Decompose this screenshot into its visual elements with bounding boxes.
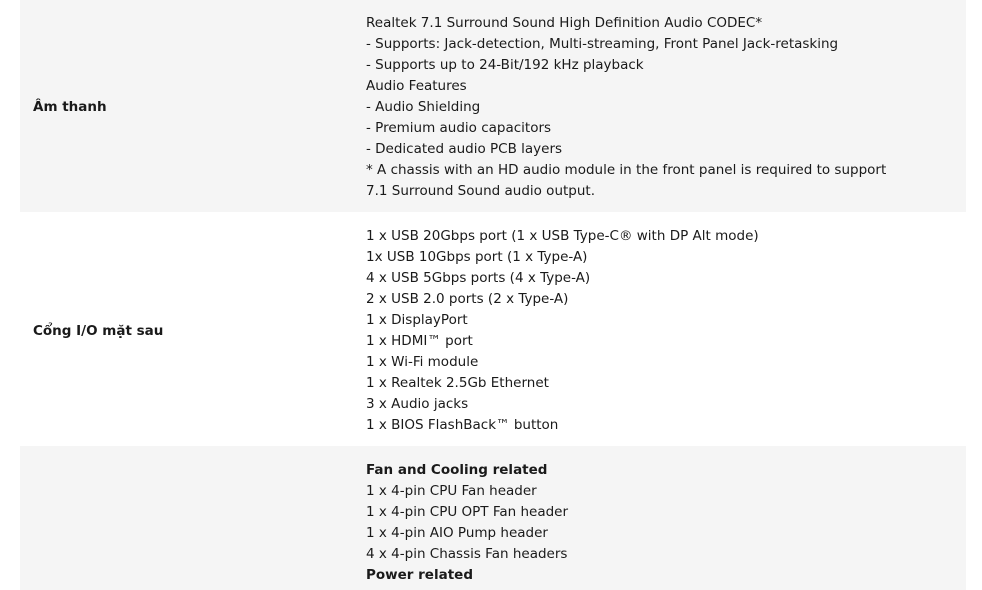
spec-row-audio xyxy=(20,0,966,212)
spec-line: 1 x DisplayPort xyxy=(366,312,468,328)
spec-value xyxy=(366,13,966,202)
spec-line: 1 x BIOS FlashBack™ button xyxy=(366,417,559,433)
spec-line: 4 x USB 5Gbps ports (4 x Type-A) xyxy=(366,270,591,286)
spec-line: - Audio Shielding xyxy=(366,98,481,115)
spec-line: * A chassis with an HD audio module in the front panel is required to support xyxy=(366,161,887,178)
spec-line: 1 x Wi-Fi module xyxy=(366,354,479,370)
spec-line: 1 x 4-pin CPU Fan header xyxy=(366,483,537,499)
spec-line: 4 x 4-pin Chassis Fan headers xyxy=(366,546,568,562)
spec-line: 7.1 Surround Sound audio output. xyxy=(366,182,596,199)
spec-line: - Premium audio capacitors xyxy=(366,119,552,136)
spec-line: - Supports: Jack-detection, Multi-streaming, Front Panel Jack-retasking xyxy=(366,35,839,52)
spec-label: Cổng I/O mặt sau xyxy=(33,323,164,339)
spec-value xyxy=(366,460,966,586)
spec-value xyxy=(366,226,966,436)
spec-line: 1 x 4-pin CPU OPT Fan header xyxy=(366,504,569,520)
spec-line: 1x USB 10Gbps port (1 x Type-A) xyxy=(366,249,588,265)
spec-line: Fan and Cooling related xyxy=(366,462,548,478)
spec-line: Realtek 7.1 Surround Sound High Definition Audio CODEC* xyxy=(366,14,763,31)
spec-line: 2 x USB 2.0 ports (2 x Type-A) xyxy=(366,291,569,307)
spec-line: 1 x USB 20Gbps port (1 x USB Type-C® with DP Alt mode) xyxy=(366,228,759,244)
spec-line: - Dedicated audio PCB layers xyxy=(366,140,563,157)
spec-line: Audio Features xyxy=(366,77,467,94)
spec-row-rear-io xyxy=(20,212,966,446)
spec-line: 1 x 4-pin AIO Pump header xyxy=(366,525,548,541)
spec-line: - Supports up to 24-Bit/192 kHz playback xyxy=(366,56,644,73)
spec-line: Power related xyxy=(366,567,473,583)
spec-line: 3 x Audio jacks xyxy=(366,396,469,412)
spec-table xyxy=(20,0,966,590)
spec-row-internal-io xyxy=(20,446,966,590)
spec-label: Âm thanh xyxy=(33,99,107,115)
spec-line: 1 x Realtek 2.5Gb Ethernet xyxy=(366,375,549,391)
spec-line: 1 x HDMI™ port xyxy=(366,333,473,349)
